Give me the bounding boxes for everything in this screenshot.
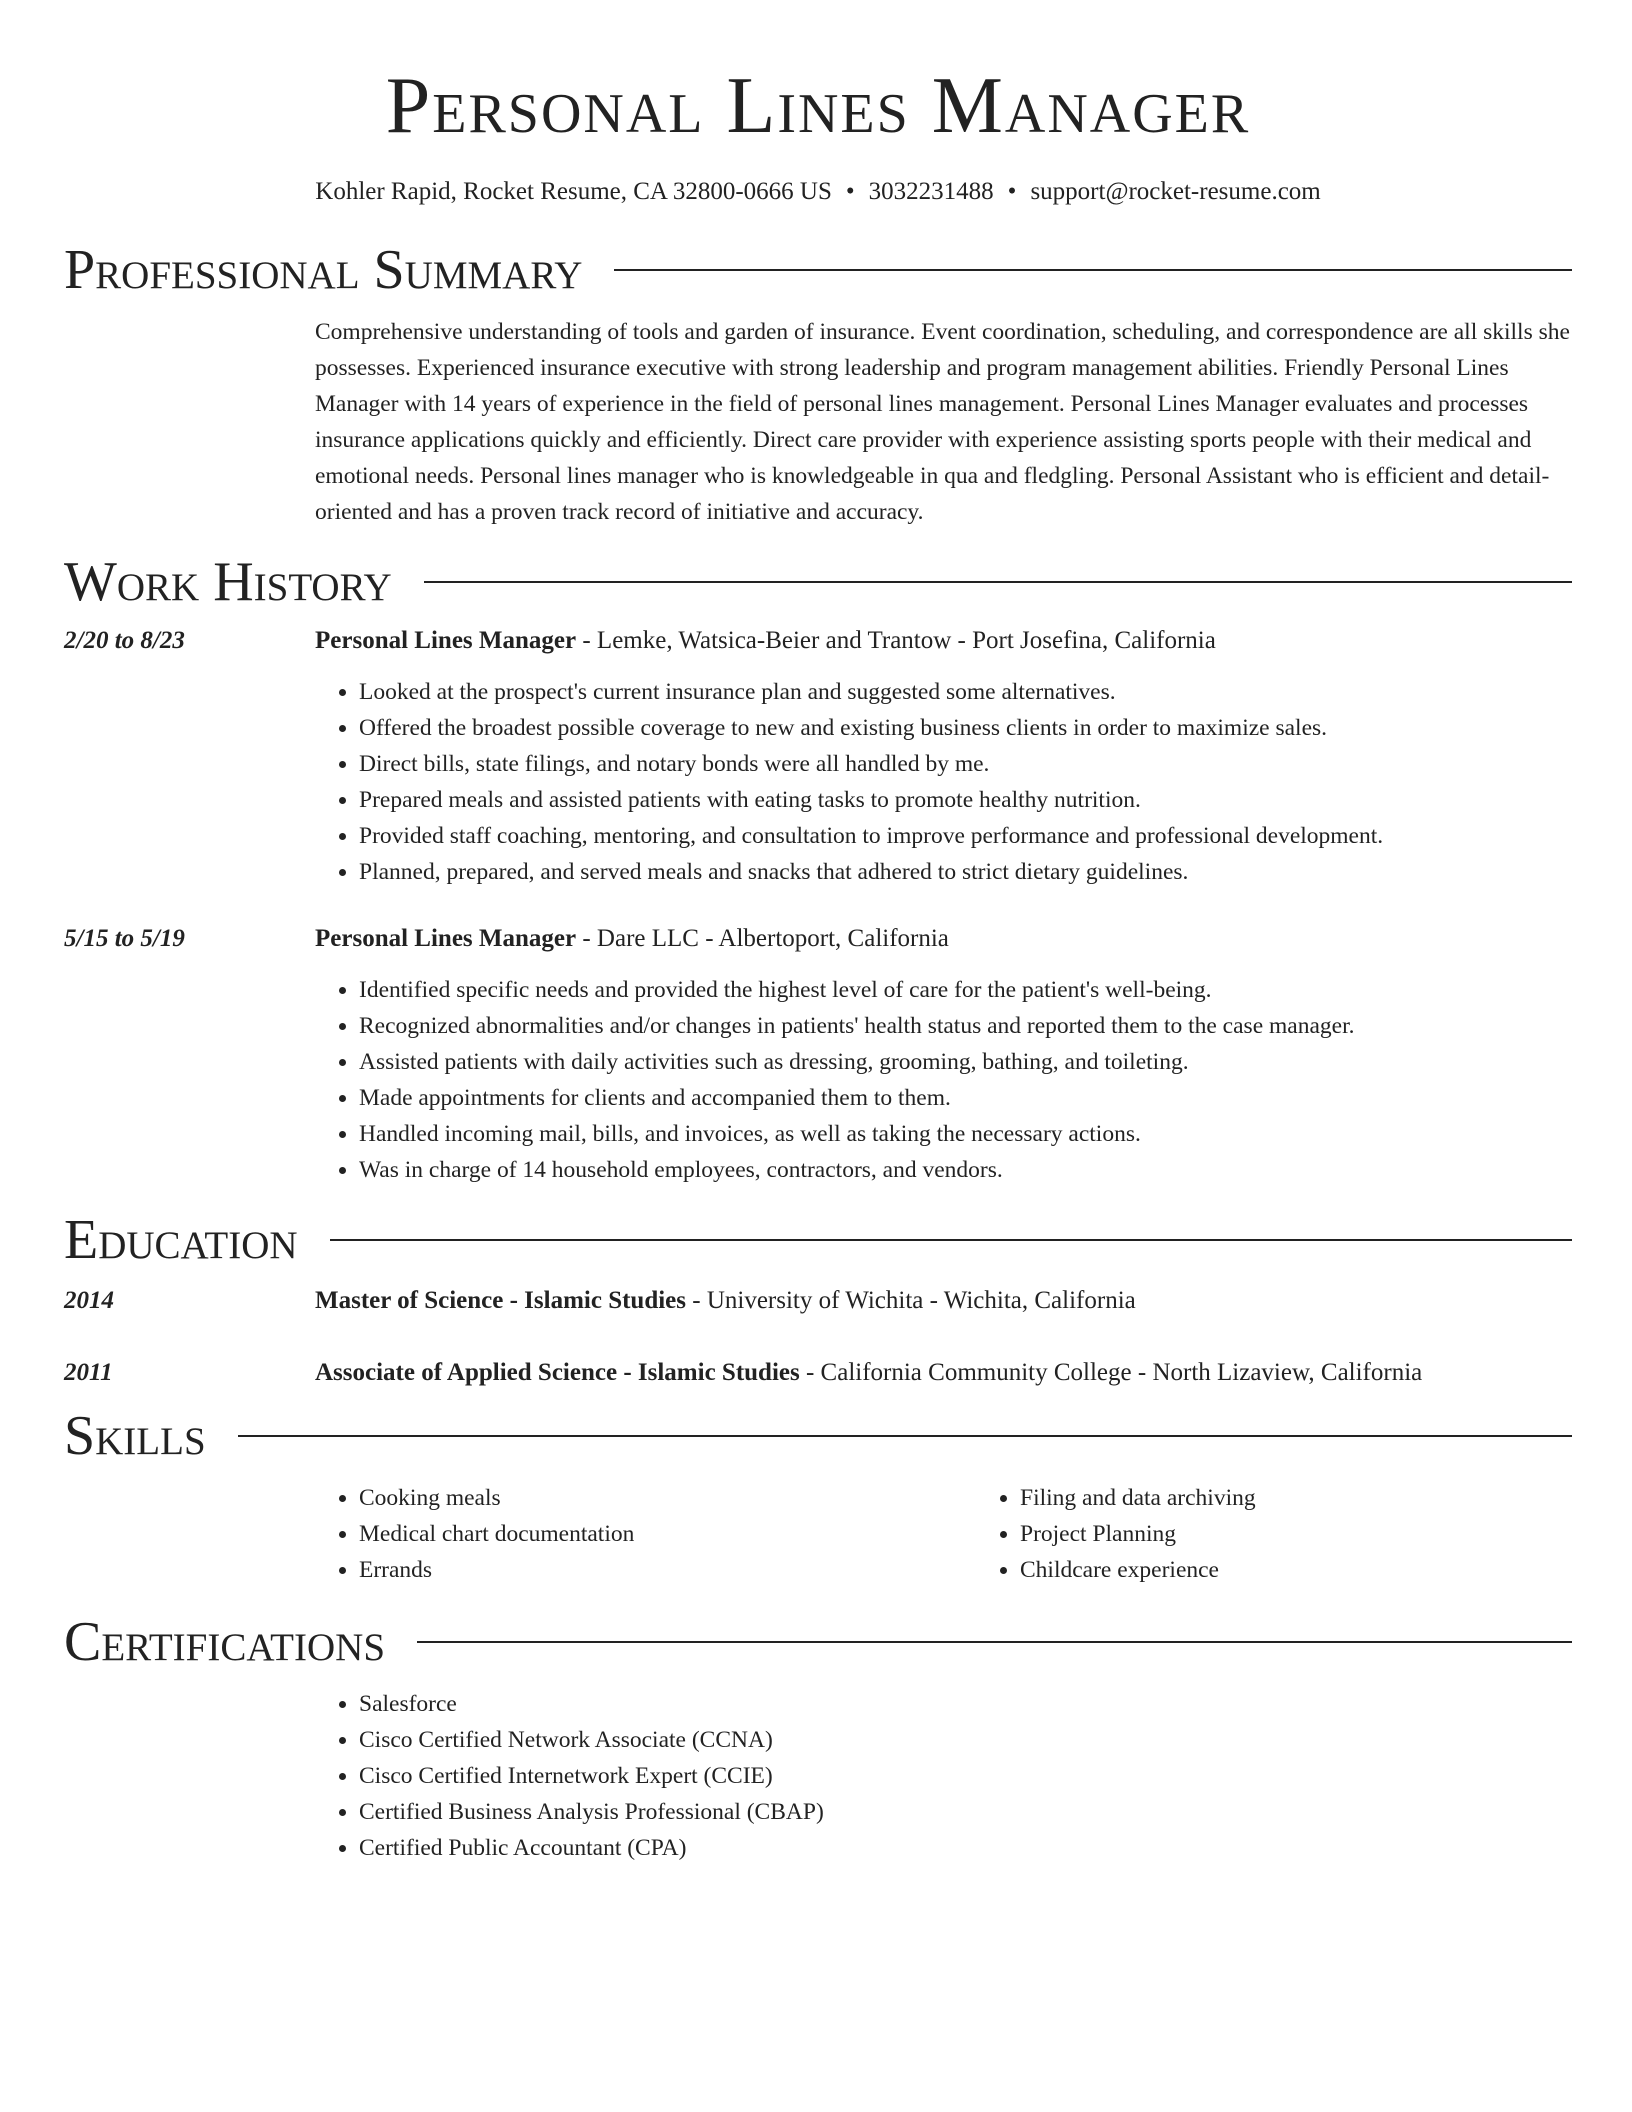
section-title-summary: Professional Summary <box>64 239 583 301</box>
job-entry <box>64 922 1572 1188</box>
section-certifications-header <box>64 1610 1572 1674</box>
job-bullets <box>315 674 1572 890</box>
contact-address: Kohler Rapid, Rocket Resume, CA 32800-0666 US <box>315 178 832 205</box>
job-heading <box>315 922 949 956</box>
list-item: • Project Planning <box>1020 1516 1632 1552</box>
certifications-list <box>315 1686 1572 1866</box>
education-degree: Associate of Applied Science - Islamic Studies <box>315 1359 800 1386</box>
section-divider <box>614 269 1572 271</box>
education-heading <box>315 1284 1136 1318</box>
education-details: - California Community College - North Lizaview, California <box>799 1359 1423 1386</box>
section-divider <box>424 581 1572 583</box>
education-entry <box>64 1356 1572 1390</box>
list-item: • Cisco Certified Internetwork Expert (CCIE) <box>359 1758 1572 1794</box>
list-item: • Made appointments for clients and accompanied them to them. <box>359 1080 1572 1116</box>
job-role: Personal Lines Manager <box>315 925 577 952</box>
education-details: - University of Wichita - Wichita, California <box>686 1287 1136 1314</box>
job-entry <box>64 624 1572 890</box>
job-details: - Lemke, Watsica-Beier and Trantow - Port Josefina, California <box>576 627 1216 654</box>
section-title-certifications: Certifications <box>64 1611 386 1673</box>
summary-block <box>315 314 1572 530</box>
skills-list <box>315 1480 1572 1588</box>
section-education-header <box>64 1208 1572 1272</box>
section-work-header <box>64 550 1572 614</box>
section-summary-header <box>64 238 1572 302</box>
list-item: • Assisted patients with daily activities such as dressing, grooming, bathing, and toileting. <box>359 1044 1572 1080</box>
contact-separator: • <box>1007 178 1017 205</box>
education-year: 2014 <box>64 1287 114 1314</box>
resume-page <box>64 0 1572 1866</box>
section-skills-header <box>64 1404 1572 1468</box>
list-item: • Certified Public Accountant (CPA) <box>359 1830 1572 1866</box>
contact-phone: 3032231488 <box>868 178 994 205</box>
skills-column-right <box>976 1480 1632 1588</box>
summary-text: Comprehensive understanding of tools and garden of insurance. Event coordination, scheduling, and correspondence are all skills she possesses. Experienced insurance executive with strong leadership and program management abilities. Friendly Personal Lines Manager with 14 years of experience in the field of personal lines management. Personal Lines Manager evaluates and processes insurance applications quickly and efficiently. Direct care provider with experience assisting sports people with their medical and emotional needs. Personal lines manager who is knowledgeable in qua and fledgling. Personal Assistant who is efficient and detail-oriented and has a proven track record of initiative and accuracy. <box>315 319 1570 525</box>
list-item: • Medical chart documentation <box>359 1516 976 1552</box>
list-item: • Planned, prepared, and served meals and snacks that adhered to strict dietary guidelines. <box>359 854 1572 890</box>
list-item: • Handled incoming mail, bills, and invoices, as well as taking the necessary actions. <box>359 1116 1572 1152</box>
list-item: • Filing and data archiving <box>1020 1480 1632 1516</box>
section-title-skills: Skills <box>64 1405 206 1467</box>
list-item: • Certified Business Analysis Professional (CBAP) <box>359 1794 1572 1830</box>
contact-separator: • <box>845 178 855 205</box>
list-item: • Salesforce <box>359 1686 1572 1722</box>
job-role: Personal Lines Manager <box>315 627 577 654</box>
education-degree: Master of Science - Islamic Studies <box>315 1287 687 1314</box>
list-item: • Identified specific needs and provided the highest level of care for the patient's well-being. <box>359 972 1572 1008</box>
list-item: • Looked at the prospect's current insurance plan and suggested some alternatives. <box>359 674 1572 710</box>
section-title-work: Work History <box>64 551 392 613</box>
job-details: - Dare LLC - Albertoport, California <box>576 925 949 952</box>
job-heading <box>315 624 1216 658</box>
section-divider <box>238 1435 1572 1437</box>
list-item: • Direct bills, state filings, and notary bonds were all handled by me. <box>359 746 1572 782</box>
list-item: • Childcare experience <box>1020 1552 1632 1588</box>
certifications-bullets <box>315 1686 1572 1866</box>
contact-email: support@rocket-resume.com <box>1030 178 1321 205</box>
education-entry <box>64 1284 1572 1318</box>
list-item: • Cisco Certified Network Associate (CCNA) <box>359 1722 1572 1758</box>
education-year: 2011 <box>64 1359 113 1386</box>
list-item: • Cooking meals <box>359 1480 976 1516</box>
list-item: • Recognized abnormalities and/or changes in patients' health status and reported them to the case manager. <box>359 1008 1572 1044</box>
job-bullets <box>315 972 1572 1188</box>
job-dates: 5/15 to 5/19 <box>64 925 185 952</box>
list-item: • Errands <box>359 1552 976 1588</box>
section-title-education: Education <box>64 1209 298 1271</box>
resume-name-heading: Personal Lines Manager <box>385 62 1251 150</box>
list-item: • Provided staff coaching, mentoring, and consultation to improve performance and professional development. <box>359 818 1572 854</box>
skills-column-left <box>315 1480 976 1588</box>
education-heading <box>315 1356 1422 1390</box>
list-item: • Offered the broadest possible coverage to new and existing business clients in order to maximize sales. <box>359 710 1572 746</box>
list-item: • Was in charge of 14 household employees, contractors, and vendors. <box>359 1152 1572 1188</box>
list-item: • Prepared meals and assisted patients with eating tasks to promote healthy nutrition. <box>359 782 1572 818</box>
job-dates: 2/20 to 8/23 <box>64 627 185 654</box>
section-divider <box>417 1641 1572 1643</box>
section-divider <box>330 1239 1572 1241</box>
contact-line <box>64 176 1572 208</box>
